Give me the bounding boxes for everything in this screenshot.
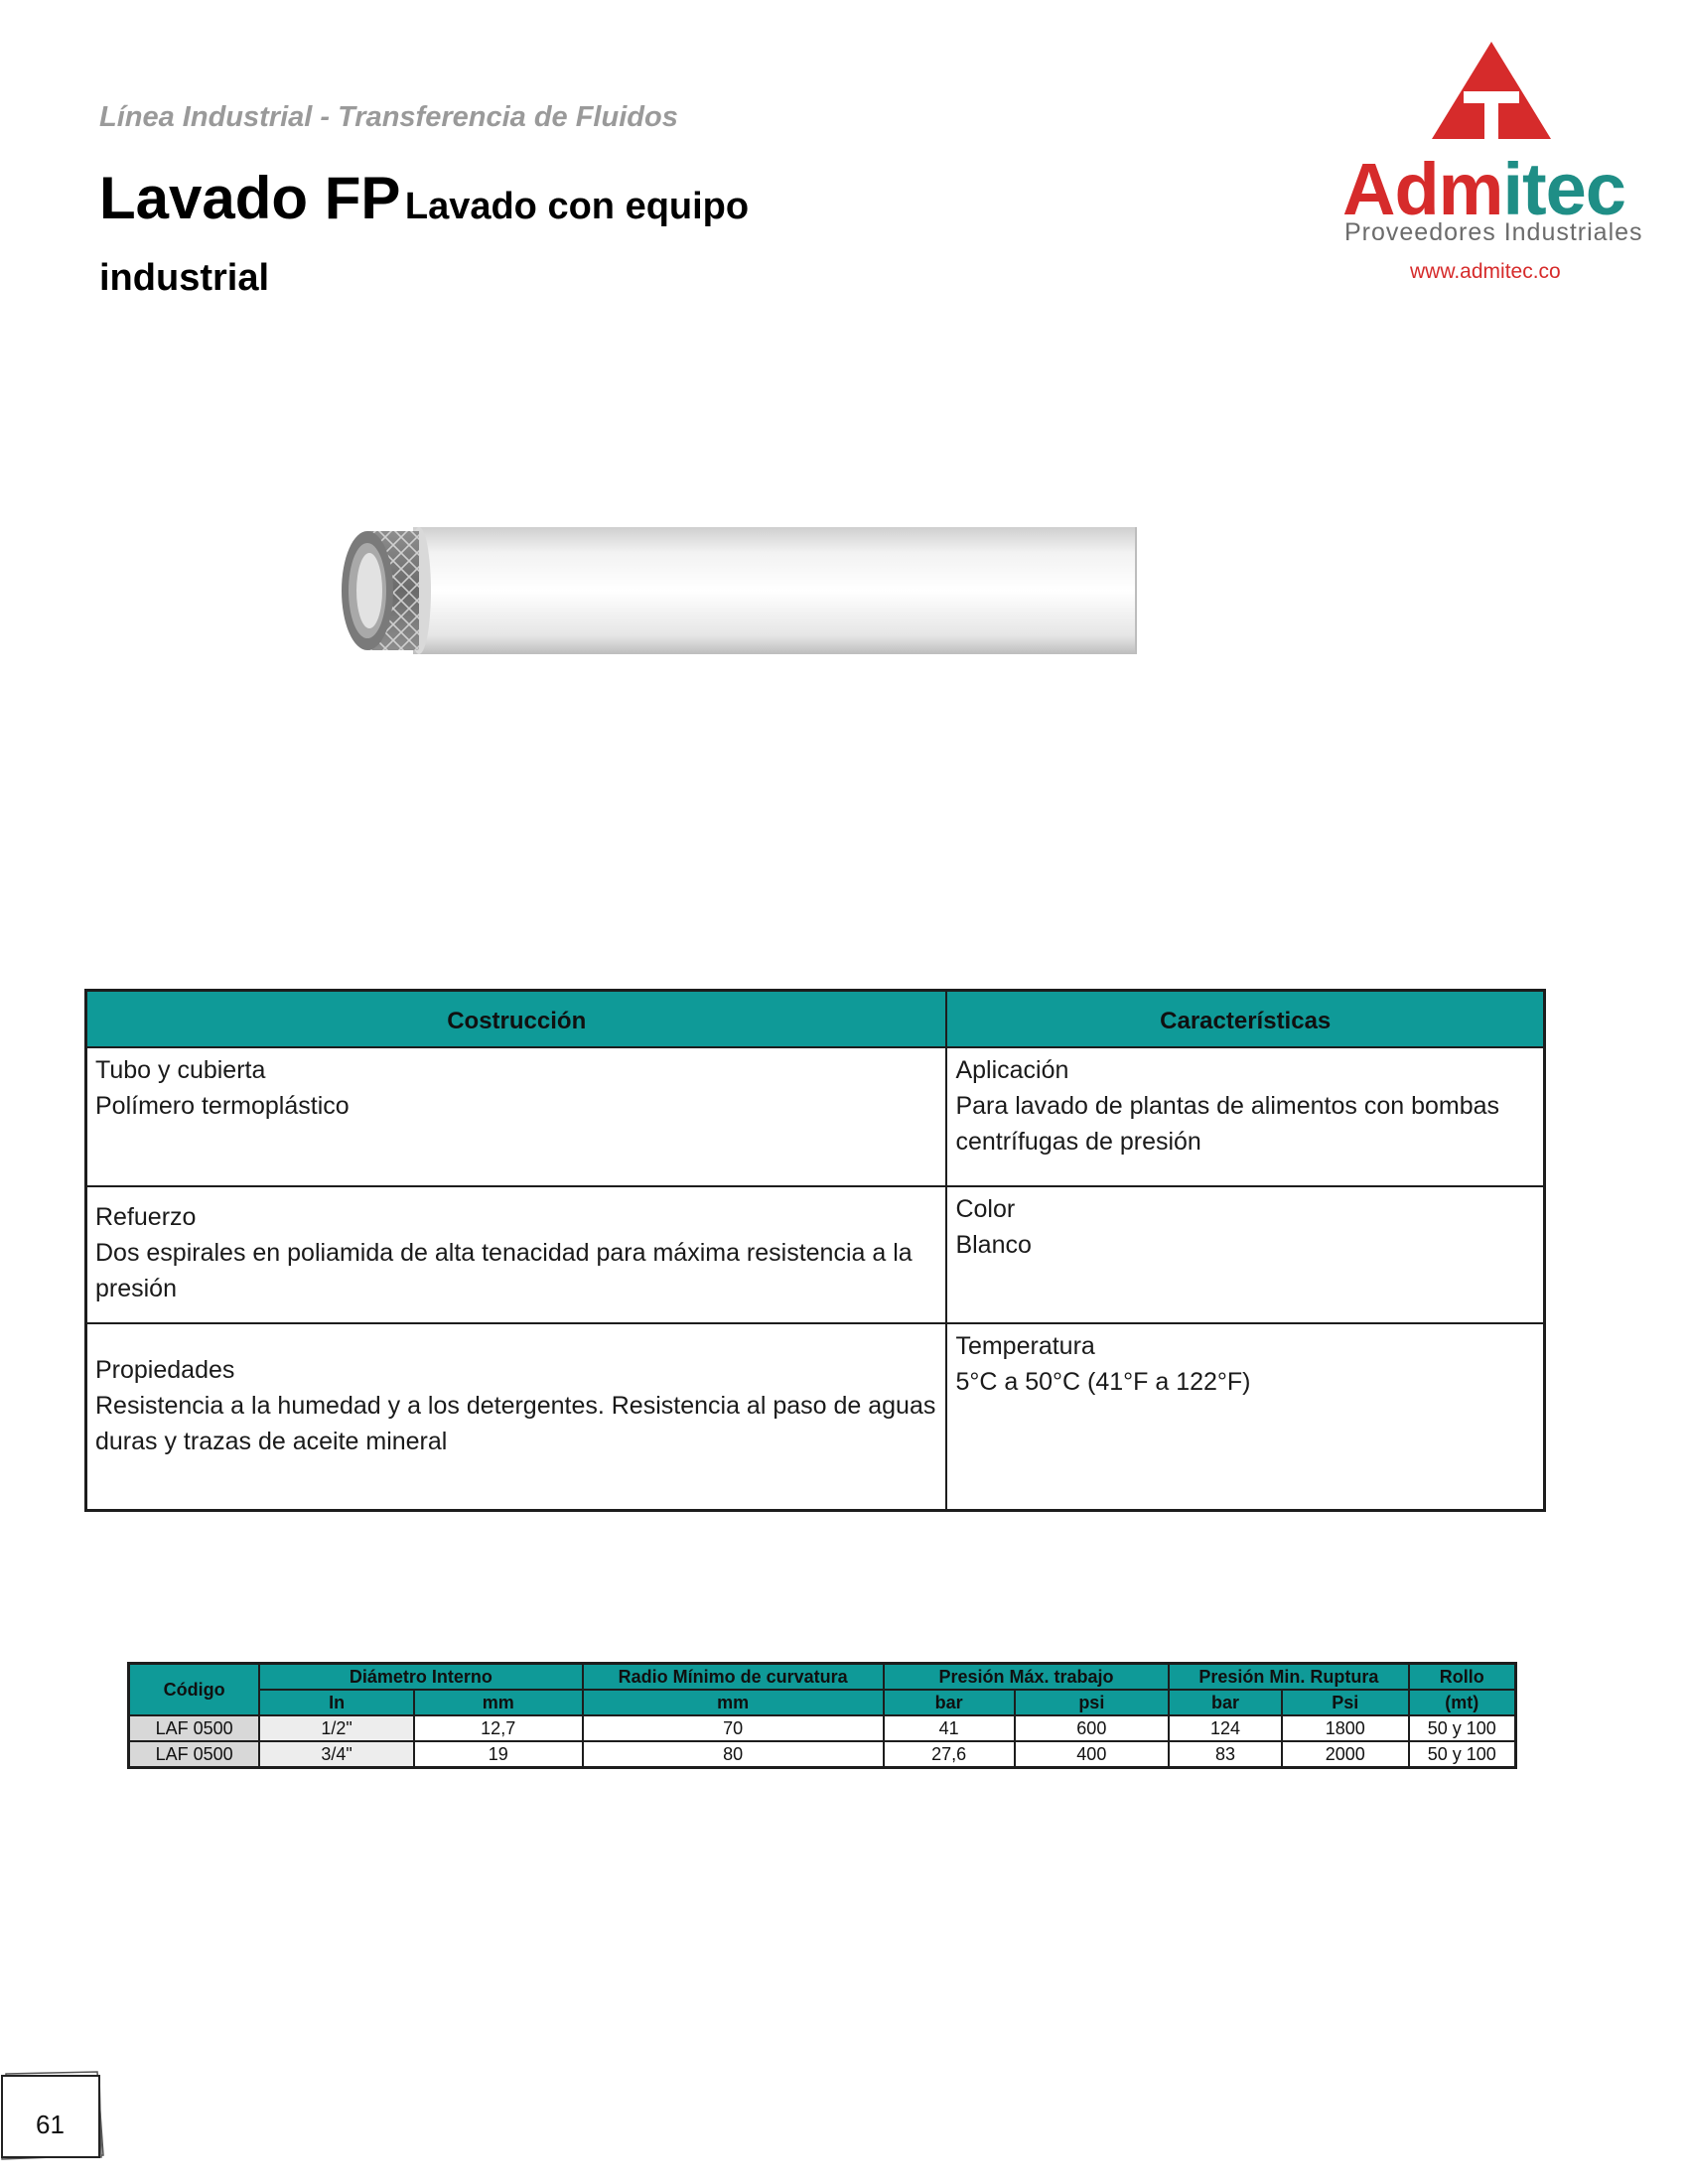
page-number-box (0, 2070, 109, 2159)
cell-radio: 80 (583, 1741, 884, 1768)
header-radio: Radio Mínimo de curvatura (583, 1664, 884, 1691)
cell-text: Blanco (955, 1231, 1032, 1259)
table-row (86, 1047, 1545, 1186)
construction-cell (86, 1323, 947, 1511)
cell-ruptura-bar: 124 (1169, 1715, 1282, 1741)
logo-name-red: Adm (1342, 148, 1503, 230)
cell-title: Aplicación (955, 1056, 1069, 1084)
logo-name-teal: itec (1502, 148, 1625, 230)
cell-radio: 70 (583, 1715, 884, 1741)
cell-bar: 41 (884, 1715, 1015, 1741)
cell-ruptura-psi: 1800 (1282, 1715, 1409, 1741)
header-rollo: Rollo (1409, 1664, 1516, 1691)
table-row (129, 1741, 1516, 1768)
cell-title: Propiedades (95, 1356, 235, 1384)
subheader-ruptura-bar: bar (1169, 1690, 1282, 1715)
construction-table (84, 989, 1546, 1512)
product-subtitle: Lavado con equipo industrial (99, 186, 750, 299)
characteristics-cell (946, 1186, 1544, 1323)
logo-tagline: Proveedores Industriales (1344, 218, 1643, 246)
cell-codigo: LAF 0500 (129, 1741, 260, 1768)
cell-in: 3/4" (259, 1741, 414, 1768)
header-codigo: Código (129, 1664, 260, 1716)
cell-rollo: 50 y 100 (1409, 1715, 1516, 1741)
cell-in: 1/2" (259, 1715, 414, 1741)
subheader-psi: psi (1015, 1690, 1170, 1715)
construction-cell (86, 1047, 947, 1186)
cell-text: 5°C a 50°C (41°F a 122°F) (955, 1368, 1251, 1396)
header-construccion: Costrucción (86, 991, 947, 1048)
header-caracteristicas: Características (946, 991, 1544, 1048)
logo-triangle-icon (1430, 40, 1553, 143)
subheader-mt: (mt) (1409, 1690, 1516, 1715)
cell-psi: 400 (1015, 1741, 1170, 1768)
table-row (86, 1323, 1545, 1511)
header-presion-ruptura: Presión Min. Ruptura (1169, 1664, 1408, 1691)
page-number: 61 (36, 2110, 65, 2139)
product-table (127, 1662, 1517, 1769)
characteristics-cell (946, 1323, 1544, 1511)
subheader-radio-mm: mm (583, 1690, 884, 1715)
cell-codigo: LAF 0500 (129, 1715, 260, 1741)
subheader-in: In (259, 1690, 414, 1715)
table-row (86, 1186, 1545, 1323)
admitec-logo (1331, 40, 1658, 298)
subheader-mm: mm (414, 1690, 583, 1715)
cell-title: Color (955, 1195, 1016, 1223)
subheader-bar: bar (884, 1690, 1015, 1715)
section-subtitle: Línea Industrial - Transferencia de Fluidos (99, 101, 678, 133)
cell-title: Temperatura (955, 1332, 1095, 1360)
cell-mm: 12,7 (414, 1715, 583, 1741)
cell-mm: 19 (414, 1741, 583, 1768)
page-title (99, 167, 814, 318)
cell-rollo: 50 y 100 (1409, 1741, 1516, 1768)
cell-ruptura-psi: 2000 (1282, 1741, 1409, 1768)
header-presion-trabajo: Presión Máx. trabajo (884, 1664, 1169, 1691)
cell-title: Tubo y cubierta (95, 1056, 266, 1084)
cell-text: Dos espirales en poliamida de alta tenacidad para máxima resistencia a la presión (95, 1239, 913, 1302)
hose-product-image (338, 521, 1152, 660)
cell-text: Para lavado de plantas de alimentos con bombas centrífugas de presión (955, 1092, 1500, 1156)
cell-bar: 27,6 (884, 1741, 1015, 1768)
header-diametro: Diámetro Interno (259, 1664, 582, 1691)
cell-title: Refuerzo (95, 1203, 197, 1231)
subheader-ruptura-psi: Psi (1282, 1690, 1409, 1715)
cell-text: Polímero termoplástico (95, 1092, 350, 1120)
product-title: Lavado FP (99, 165, 401, 231)
construction-cell (86, 1186, 947, 1323)
characteristics-cell (946, 1047, 1544, 1186)
cell-psi: 600 (1015, 1715, 1170, 1741)
logo-url[interactable]: www.admitec.co (1410, 260, 1561, 283)
cell-text: Resistencia a la humedad y a los detergentes. Resistencia al paso de aguas duras y trazas de aceite mineral (95, 1392, 936, 1455)
cell-ruptura-bar: 83 (1169, 1741, 1282, 1768)
table-row (129, 1715, 1516, 1741)
